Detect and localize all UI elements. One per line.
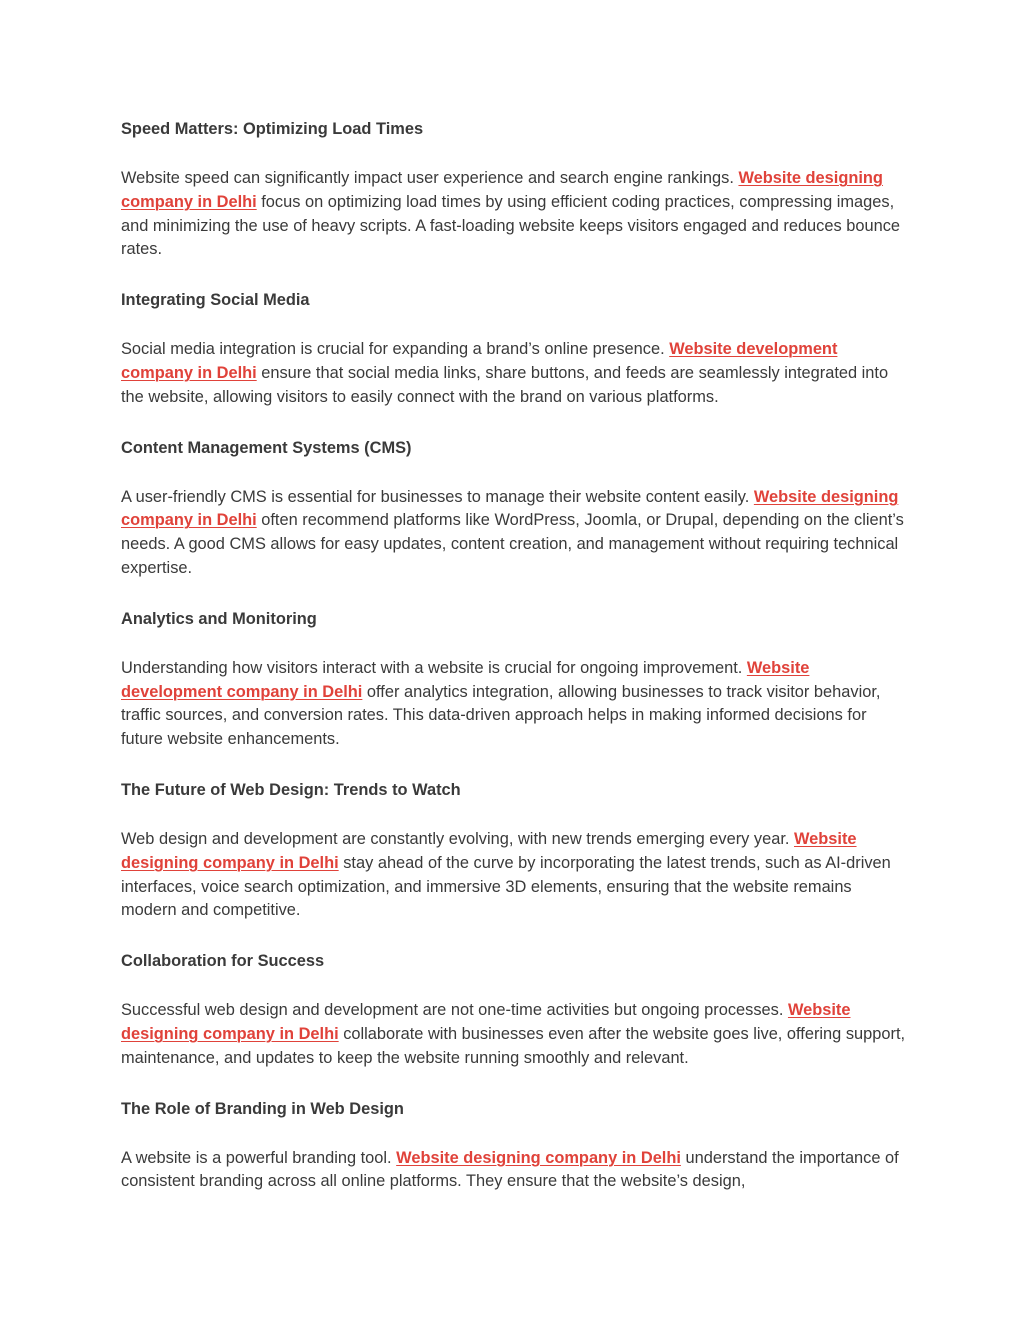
section-future-trends — [121, 778, 911, 923]
section-paragraph — [121, 828, 911, 923]
website-designing-link[interactable]: Website designing company in Delhi — [121, 169, 883, 211]
section-cms — [121, 436, 911, 581]
section-heading: Collaboration for Success — [121, 952, 325, 971]
section-heading: Speed Matters: Optimizing Load Times — [121, 120, 424, 138]
section-heading: Analytics and Monitoring — [121, 609, 317, 628]
document-page — [121, 117, 911, 1220]
section-speed-matters — [121, 117, 911, 262]
website-development-link[interactable]: Website development company in Delhi — [121, 658, 810, 701]
website-designing-link[interactable]: Website designing company in Delhi — [396, 1148, 681, 1167]
paragraph-text-after: focus on optimizing load times by using efficient coding practices, compressing images, and minimizing the use of heavy scripts. A fast-loading website keeps visitors engaged and reduces bounce rates. — [121, 192, 901, 259]
section-paragraph — [121, 338, 911, 409]
section-heading: The Role of Branding in Web Design — [121, 1099, 404, 1118]
website-designing-link[interactable]: Website designing company in Delhi — [121, 829, 857, 872]
paragraph-text-after: often recommend platforms like WordPress, Joomla, or Drupal, depending on the client’s needs. A good CMS allows for easy updates, content creation, and management without requiring technical expertise. — [121, 511, 904, 577]
section-collaboration — [121, 949, 911, 1070]
website-designing-link[interactable]: Website designing company in Delhi — [121, 1001, 851, 1043]
section-paragraph — [121, 486, 911, 581]
section-integrating-social-media — [121, 288, 911, 409]
section-heading: Integrating Social Media — [121, 291, 310, 310]
paragraph-text-after: offer analytics integration, allowing businesses to track visitor behavior, traffic sources, and conversion rates. This data-driven approach helps in making informed decisions for future website enhancements. — [121, 682, 881, 749]
paragraph-text-after: ensure that social media links, share buttons, and feeds are seamlessly integrated into the website, allowing visitors to easily connect with the brand on various platforms. — [121, 363, 889, 406]
paragraph-text-after: collaborate with businesses even after the website goes live, offering support, maintenance, and updates to keep the website running smoothly and relevant. — [121, 1024, 906, 1067]
paragraph-text-before: Successful web design and development are not one-time activities but ongoing processes. — [121, 1001, 788, 1020]
paragraph-text-before: A website is a powerful branding tool. — [121, 1148, 397, 1167]
paragraph-text-after: stay ahead of the curve by incorporating the latest trends, such as AI-driven interfaces, voice search optimization, and immersive 3D elements, ensuring that the website remains modern and competitive. — [121, 853, 891, 920]
paragraph-text-before: Social media integration is crucial for expanding a brand’s online presence. — [121, 340, 670, 359]
section-branding — [121, 1097, 911, 1195]
website-development-link[interactable]: Website development company in Delhi — [121, 340, 838, 382]
paragraph-text-before: Understanding how visitors interact with a website is crucial for ongoing improvement. — [121, 658, 747, 677]
paragraph-text-before: Website speed can significantly impact user experience and search engine rankings. — [121, 169, 739, 187]
paragraph-text-after: understand the importance of consistent branding across all online platforms. They ensure that the website’s design, — [121, 1148, 899, 1191]
paragraph-text-before: A user-friendly CMS is essential for businesses to manage their website content easily. — [121, 487, 754, 506]
section-heading: Content Management Systems (CMS) — [121, 438, 412, 457]
section-heading: The Future of Web Design: Trends to Watch — [121, 780, 461, 799]
section-paragraph — [121, 1147, 911, 1195]
section-paragraph — [121, 999, 911, 1070]
website-designing-link[interactable]: Website designing company in Delhi — [121, 487, 899, 530]
section-analytics — [121, 607, 911, 752]
section-paragraph — [121, 167, 911, 262]
section-paragraph — [121, 657, 911, 752]
paragraph-text-before: Web design and development are constantly evolving, with new trends emerging every year. — [121, 829, 794, 848]
